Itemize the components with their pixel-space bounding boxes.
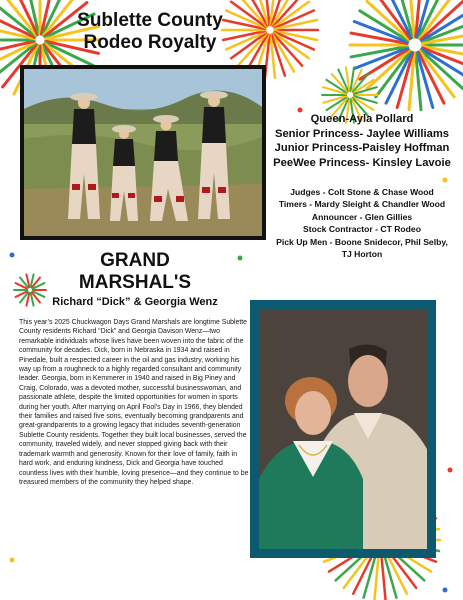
rodeo-royalty-photo bbox=[20, 65, 266, 240]
royalty-peewee-princess: PeeWee Princess- Kinsley Lavoie bbox=[273, 156, 451, 169]
grand-marshal-photo-frame bbox=[250, 300, 436, 558]
confetti-dot bbox=[443, 588, 448, 593]
grand-marshal-photo bbox=[259, 309, 427, 549]
officials-announcer: Announcer - Glen Gillies bbox=[311, 211, 413, 222]
confetti-dot bbox=[10, 558, 15, 563]
officials-pickup-men-cont: TJ Horton bbox=[341, 249, 383, 260]
officials-pickup-men: Pick Up Men - Boone Snidecor, Phil Selby, bbox=[276, 236, 448, 247]
officials-judges: Judges - Colt Stone & Chase Wood bbox=[290, 187, 434, 197]
grand-marshal-heading bbox=[55, 250, 215, 294]
officials-timers: Timers - Mardy Sleight & Chandler Wood bbox=[278, 199, 446, 210]
title-line-1: Sublette County bbox=[77, 10, 223, 31]
royalty-senior-princess: Senior Princess- Jaylee Williams bbox=[274, 127, 449, 140]
grand-marshal-bio: This year’s 2025 Chuckwagon Days Grand Marshals are longtime Sublette County residents Richard “Dick” and Georgia Davison Wenz—two remarkable individuals whose lives have been woven into the fabric of the community for decades. Dick, born in Nebraska in 1934 and raised in Pinedale, built a respected career in the oil and gas industry, working his way up from a roughneck to a highly regarded consultant and community leader. Georgia, born in Kemmerer in 1940 and raised in Big Piney and Craig, Colorado, was a devoted mother, successful businesswoman, and passionate athlete, despite the limited opportunities for women in sports during her youth. After marrying on April Fool’s Day in 1966, they blended their families and raised five sons, eventually becoming grandparents and great-grandparents to a growing legacy that includes seventh-generation Sublette County residents. Together they built local businesses, served the community, traveled widely, and never stopped giving back with their trademark warmth and generosity. Known for their love of family, faith in hard work, and enduring kindness, Dick and Georgia have touched countless lives with their humble, loving presence—and they continue to be treasured members of the community they helped shape. bbox=[19, 319, 249, 486]
officials-list bbox=[266, 186, 458, 260]
confetti-dot bbox=[443, 178, 448, 183]
page-title bbox=[40, 10, 260, 54]
confetti-dot bbox=[10, 253, 15, 258]
grand-marshal-heading-line-1: GRAND bbox=[100, 250, 170, 271]
officials-stock-contractor: Stock Contractor - CT Rodeo bbox=[303, 224, 421, 235]
confetti-dot bbox=[238, 256, 243, 261]
confetti-dot bbox=[448, 468, 453, 473]
grand-marshal-names: Richard “Dick” & Georgia Wenz bbox=[52, 296, 218, 308]
firework-top-right bbox=[350, 0, 463, 110]
royalty-junior-princess: Junior Princess-Paisley Hoffman bbox=[274, 142, 450, 154]
royalty-list bbox=[266, 112, 458, 170]
grand-marshal-heading-line-2: MARSHAL'S bbox=[78, 272, 192, 293]
royalty-queen: Queen-Ayla Pollard bbox=[310, 113, 414, 125]
title-line-2: Rodeo Royalty bbox=[83, 32, 217, 53]
